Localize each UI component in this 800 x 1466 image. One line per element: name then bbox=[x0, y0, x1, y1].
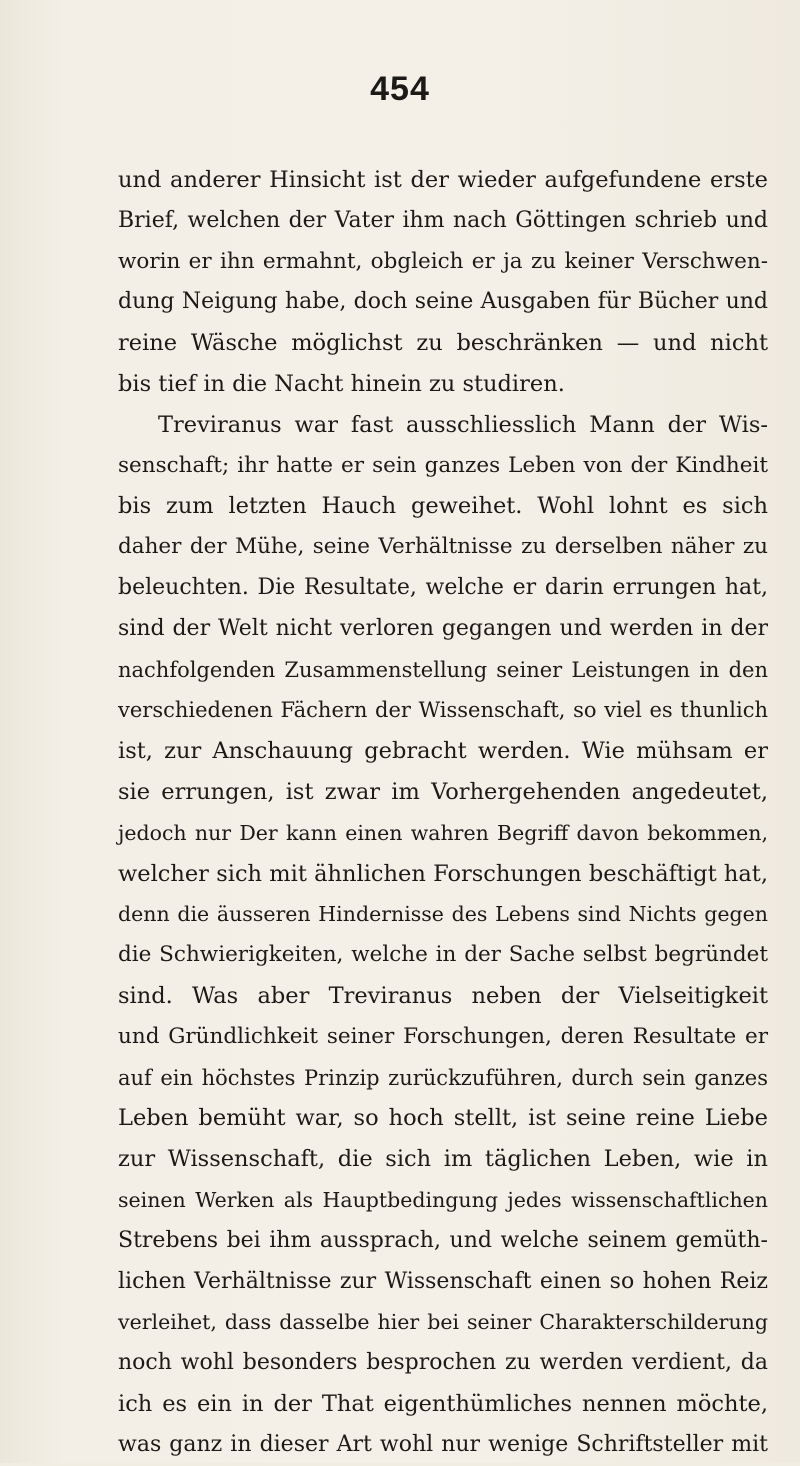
text-line: auf ein höchstes Prinzip zurückzuführen, durch sein ganzes bbox=[118, 1065, 768, 1090]
text-line: daher der Mühe, seine Verhältnisse zu derselben näher zu bbox=[118, 534, 768, 560]
page-number: 454 bbox=[370, 70, 430, 108]
text-line: sind. Was aber Treviranus neben der Vielseitigkeit bbox=[118, 982, 768, 1009]
text-line: denn die äusseren Hindernisse des Lebens sind Nichts gegen bbox=[118, 902, 768, 927]
text-line: beleuchten. Die Resultate, welche er darin errungen hat, bbox=[118, 574, 768, 600]
text-line: zur Wissenschaft, die sich im täglichen Leben, wie in bbox=[118, 1146, 768, 1173]
text-line: verschiedenen Fächern der Wissenschaft, so viel es thunlich bbox=[118, 698, 768, 723]
text-line: ich es ein in der That eigenthümliches nennen möchte, bbox=[118, 1390, 768, 1417]
text-line: und Gründlichkeit seiner Forschungen, deren Resultate er bbox=[118, 1023, 768, 1049]
text-line: verleihet, dass dasselbe hier bei seiner Charakterschilderung bbox=[118, 1310, 768, 1335]
body-text bbox=[118, 160, 768, 1466]
text-line: jedoch nur Der kann einen wahren Begriff davon bekommen, bbox=[118, 820, 768, 845]
text-line: bis tief in die Nacht hinein zu studiren. bbox=[118, 370, 565, 397]
text-line: die Schwierigkeiten, welche in der Sache selbst begründet bbox=[118, 942, 768, 968]
text-line: noch wohl besonders besprochen zu werden verdient, da bbox=[118, 1350, 768, 1376]
text-line: worin er ihn ermahnt, obgleich er ja zu keiner Verschwen- bbox=[118, 248, 768, 274]
text-line: welcher sich mit ähnlichen Forschungen beschäftigt hat, bbox=[118, 860, 768, 887]
text-line: Treviranus war fast ausschliesslich Mann der Wis- bbox=[158, 411, 768, 438]
text-line: Brief, welchen der Vater ihm nach Göttingen schrieb und bbox=[118, 207, 768, 233]
text-line: reine Wäsche möglichst zu beschränken — und nicht bbox=[118, 330, 768, 357]
text-line: und anderer Hinsicht ist der wieder aufgefundene erste bbox=[118, 167, 768, 193]
text-line: senschaft; ihr hatte er sein ganzes Leben von der Kindheit bbox=[118, 452, 768, 478]
text-line: Strebens bei ihm aussprach, und welche seinem gemüth- bbox=[118, 1227, 768, 1253]
text-line: ist, zur Anschauung gebracht werden. Wie mühsam er bbox=[118, 738, 768, 765]
text-line: was ganz in dieser Art wohl nur wenige Schriftsteller mit bbox=[118, 1431, 768, 1457]
text-line: lichen Verhältnisse zur Wissenschaft einen so hohen Reiz bbox=[118, 1268, 768, 1294]
text-line: sie errungen, ist zwar im Vorhergehenden angedeutet, bbox=[118, 778, 768, 805]
text-line: dung Neigung habe, doch seine Ausgaben für Bücher und bbox=[118, 289, 768, 315]
text-line: nachfolgenden Zusammenstellung seiner Leistungen in den bbox=[118, 657, 768, 682]
text-line: Leben bemüht war, so hoch stellt, ist seine reine Liebe bbox=[118, 1105, 768, 1132]
text-line: bis zum letzten Hauch geweihet. Wohl lohnt es sich bbox=[118, 493, 768, 520]
text-line: sind der Welt nicht verloren gegangen und werden in der bbox=[118, 615, 768, 641]
text-line: seinen Werken als Hauptbedingung jedes wissenschaftlichen bbox=[118, 1187, 768, 1212]
